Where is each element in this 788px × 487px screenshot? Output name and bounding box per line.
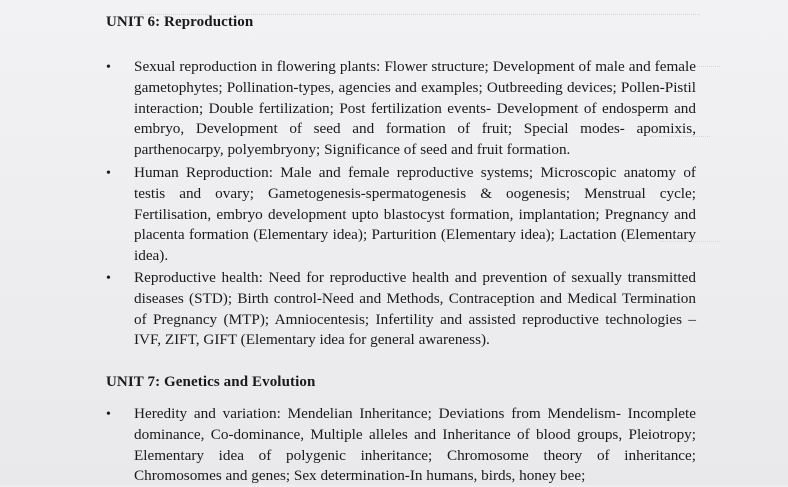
list-item: [106, 404, 696, 487]
list-item-text: Human Reproduction: Male and female reproductive systems; Microscopic anatomy of testis and ovary; Gametogenesis-spermatogenesis & oogenesis; Menstrual cycle; Fertilisation, embryo development upto blastocyst formation, implantation; Pregnancy and placenta formation (Elementary idea); Parturition (Elementary idea); Lactation (Elementary idea).: [134, 164, 696, 265]
list-item: [106, 57, 696, 161]
list-item-text: Heredity and variation: Mendelian Inheritance; Deviations from Mendelism- Incomplete dominance, Co-dominance, Multiple alleles and Inheritance of blood groups, Pleiotropy; Elementary idea of polygenic inheritance; Chromosome theory of inheritance; Chromosomes and genes; Sex determination-In humans, birds, honey bee;: [134, 405, 696, 485]
list-item-text: Reproductive health: Need for reproductive health and prevention of sexually transmitted diseases (STD); Birth control-Need and Methods, Contraception and Medical Termination of Pregnancy (MTP); Amniocentesis; Infertility and assisted reproductive technologies – IVF, ZIFT, GIFT (Elementary idea for general awareness).: [134, 269, 696, 349]
list-item: [106, 163, 696, 267]
bullet-icon: •: [106, 166, 111, 181]
unit-heading: UNIT 6: Reproduction: [106, 14, 254, 30]
list-item-text: Sexual reproduction in flowering plants: Flower structure; Development of male and female gametophytes; Pollination-types, agencies and examples; Outbreeding devices; Pollen-Pistil interaction; Double fertilization; Post fertilization events- Development of endosperm and embryo, Development of seed and formation of fruit; Special modes- apomixis, parthenocarpy, polyembryony; Significance of seed and fruit formation.: [134, 58, 696, 159]
list-item: [106, 268, 696, 351]
bullet-icon: •: [106, 271, 111, 286]
bullet-icon: •: [106, 407, 111, 422]
unit-heading: UNIT 7: Genetics and Evolution: [106, 374, 316, 390]
bullet-icon: •: [106, 60, 111, 75]
